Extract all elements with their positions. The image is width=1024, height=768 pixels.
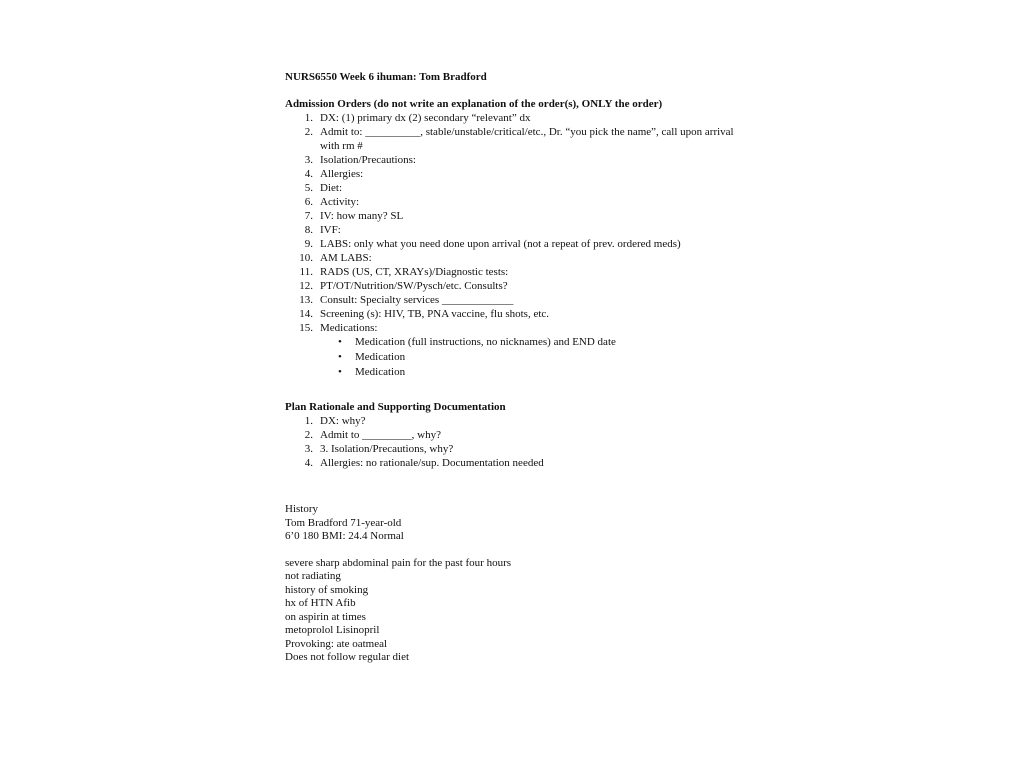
rationale-item: 1. DX: why? xyxy=(304,415,366,427)
admission-order-item: 4. Allergies: xyxy=(304,168,364,180)
medication-item: • Medication (full instructions, no nicknames) and END date xyxy=(320,335,755,350)
history-note: metoprolol Lisinopril xyxy=(285,624,380,636)
history-note: not radiating xyxy=(285,570,341,582)
history-note: history of smoking xyxy=(285,583,369,596)
patient-line: Tom Bradford 71-year-old xyxy=(285,516,402,529)
admission-order-item: 9. LABS: only what you need done upon arrival (not a repeat of prev. ordered meds) xyxy=(304,238,681,250)
medication-list xyxy=(285,335,755,380)
admission-order-item: 7. IV: how many? SL xyxy=(304,210,404,222)
rationale-item: 3. 3. Isolation/Precautions, why? xyxy=(304,443,454,455)
admission-order-item: 10. AM LABS: xyxy=(299,252,372,264)
admission-order-item: 1. DX: (1) primary dx (2) secondary “relevant” dx xyxy=(304,112,531,124)
admission-order-item: 8. IVF: xyxy=(304,224,341,236)
plan-rationale-list xyxy=(285,414,755,470)
plan-rationale-heading: Plan Rationale and Supporting Documentation xyxy=(285,401,506,413)
document-title: NURS6550 Week 6 ihuman: Tom Bradford xyxy=(285,71,487,83)
admission-orders-list xyxy=(285,111,755,335)
admission-order-item: 15. Medications: xyxy=(299,322,378,334)
history-note: Does not follow regular diet xyxy=(285,651,410,663)
history-note: severe sharp abdominal pain for the past four hours xyxy=(285,556,512,569)
admission-order-item: 6. Activity: xyxy=(304,196,360,208)
history-heading: History xyxy=(285,503,318,515)
section-spacer xyxy=(285,470,755,503)
patient-line: 6’0 180 BMI: 24.4 Normal xyxy=(285,530,404,542)
section-spacer xyxy=(285,544,755,557)
history-note: hx of HTN Afib xyxy=(285,597,356,609)
admission-order-item: 2. Admit to: __________, stable/unstable/critical/etc., Dr. “you pick the name”, call upon arrival with rm # xyxy=(304,126,734,152)
history-note: Provoking: ate oatmeal xyxy=(285,637,388,650)
section-spacer xyxy=(285,380,755,400)
medication-item: • Medication xyxy=(320,350,755,365)
rationale-item: 2. Admit to _________, why? xyxy=(304,429,441,441)
history-note: on aspirin at times xyxy=(285,610,366,623)
medication-item: • Medication xyxy=(320,365,755,380)
admission-order-item: 12. PT/OT/Nutrition/SW/Pysch/etc. Consults? xyxy=(299,280,508,292)
document-page xyxy=(285,70,755,665)
admission-order-item: 13. Consult: Specialty services _____________ xyxy=(299,294,514,306)
rationale-item: 4. Allergies: no rationale/sup. Documentation needed xyxy=(304,457,544,469)
admission-order-item: 14. Screening (s): HIV, TB, PNA vaccine, flu shots, etc. xyxy=(299,308,550,320)
admission-order-item: 5. Diet: xyxy=(304,182,342,194)
admission-order-item: 11. RADS (US, CT, XRAYs)/Diagnostic tests: xyxy=(299,266,509,278)
admission-order-item: 3. Isolation/Precautions: xyxy=(304,154,416,166)
admission-orders-heading: Admission Orders (do not write an explanation of the order(s), ONLY the order) xyxy=(285,98,663,110)
